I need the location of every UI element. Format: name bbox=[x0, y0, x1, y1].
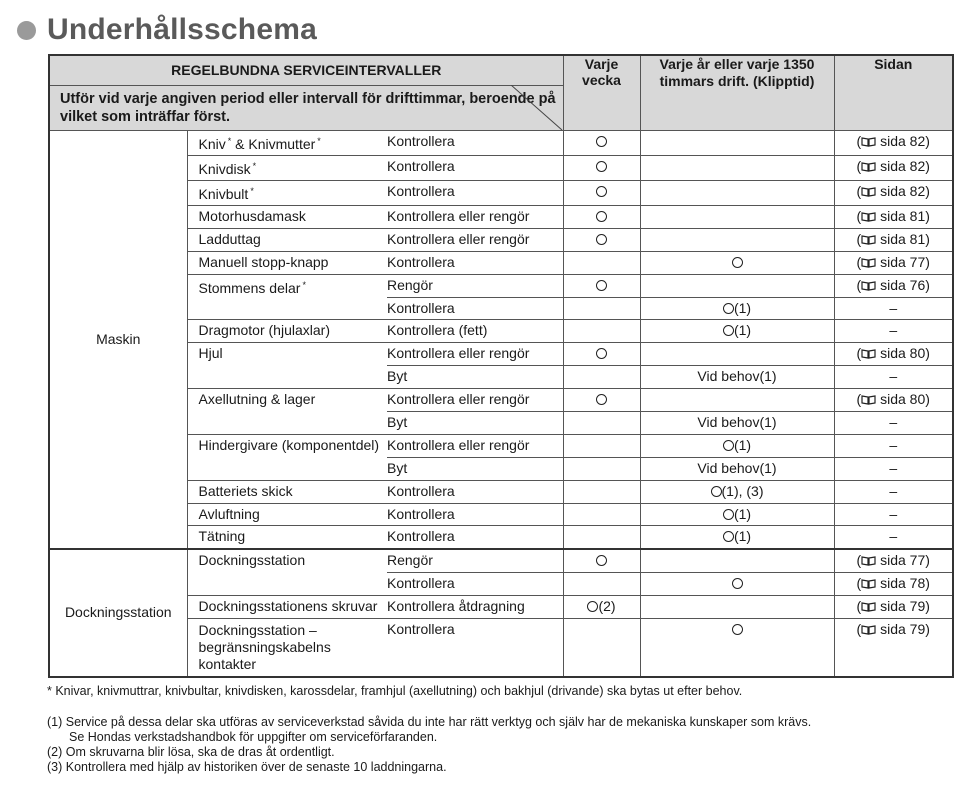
header-interval-cell bbox=[49, 55, 563, 131]
weekly-cell bbox=[563, 366, 640, 389]
page-ref-text: sida 82 bbox=[880, 183, 926, 199]
page-ref-cell: – bbox=[834, 526, 953, 549]
yearly-cell bbox=[640, 181, 834, 206]
page-ref-cell: ( sida 76) bbox=[834, 274, 953, 297]
action-cell: Kontrollera eller rengör bbox=[387, 434, 563, 457]
yearly-cell bbox=[640, 251, 834, 274]
item-name bbox=[187, 320, 387, 343]
table-row bbox=[49, 131, 953, 156]
header-year: Varje år eller varje 1350 timmars drift. (Klipptid) bbox=[640, 55, 834, 131]
page-ref-text: sida 80 bbox=[880, 345, 926, 362]
yearly-cell bbox=[640, 596, 834, 619]
item-star-mark: * bbox=[252, 161, 257, 171]
yearly-cell: Vid behov(1) bbox=[640, 366, 834, 389]
yearly-cell bbox=[640, 526, 834, 549]
item-name bbox=[187, 526, 387, 549]
weekly-cell bbox=[563, 526, 640, 549]
page-title: Underhållsschema bbox=[47, 13, 317, 46]
item-name-text: Ladduttag bbox=[198, 230, 261, 247]
item-name bbox=[187, 343, 387, 389]
footnote-1-line-2: Se Hondas verkstadshandbok för uppgifter om serviceförfaranden. bbox=[69, 730, 438, 744]
group-label-maskin: Maskin bbox=[49, 131, 187, 550]
book-icon bbox=[861, 601, 876, 612]
weekly-cell bbox=[563, 434, 640, 457]
yearly-cell bbox=[640, 206, 834, 229]
action-cell: Rengör bbox=[387, 274, 563, 297]
yearly-cell bbox=[640, 434, 834, 457]
circle-mark-icon bbox=[723, 509, 734, 520]
circle-mark-icon bbox=[723, 531, 734, 542]
weekly-cell bbox=[563, 343, 640, 366]
footnote-3: (3) Kontrollera med hjälp av historiken över de senaste 10 laddningarna. bbox=[47, 760, 447, 774]
weekly-cell bbox=[563, 228, 640, 251]
book-icon bbox=[861, 348, 876, 359]
page-ref-text: sida 77 bbox=[880, 552, 926, 569]
item-name-text: Hjul bbox=[198, 345, 223, 362]
circle-mark-icon bbox=[587, 601, 598, 612]
yearly-suffix: (1) bbox=[733, 299, 752, 316]
page-ref-text: sida 79 bbox=[880, 621, 926, 638]
item-name-text: Knivbult bbox=[198, 186, 249, 202]
weekly-cell bbox=[563, 457, 640, 480]
action-cell: Kontrollera bbox=[387, 131, 563, 156]
page-ref-cell: ( sida 82) bbox=[834, 156, 953, 181]
action-cell: Kontrollera bbox=[387, 251, 563, 274]
circle-mark-icon bbox=[596, 555, 607, 566]
book-icon bbox=[861, 555, 876, 566]
action-cell: Kontrollera bbox=[387, 480, 563, 503]
action-cell: Kontrollera bbox=[387, 156, 563, 181]
action-cell: Kontrollera bbox=[387, 573, 563, 596]
yearly-cell bbox=[640, 131, 834, 156]
page-ref-cell: – bbox=[834, 434, 953, 457]
weekly-cell bbox=[563, 503, 640, 526]
item-name-text: Avluftning bbox=[198, 505, 260, 522]
yearly-cell bbox=[640, 389, 834, 412]
item-name bbox=[187, 480, 387, 503]
page-ref-text: sida 81 bbox=[880, 230, 926, 247]
weekly-cell bbox=[563, 389, 640, 412]
weekly-cell bbox=[563, 412, 640, 435]
circle-mark-icon bbox=[596, 394, 607, 405]
item-name bbox=[187, 389, 387, 435]
weekly-cell bbox=[563, 181, 640, 206]
circle-mark-icon bbox=[732, 257, 743, 268]
item-name-text-2: & Knivmutter bbox=[231, 136, 316, 152]
yearly-cell bbox=[640, 549, 834, 572]
page-ref-cell: ( sida 81) bbox=[834, 228, 953, 251]
item-name-text: Hindergivare (komponentdel) bbox=[198, 436, 380, 453]
yearly-cell bbox=[640, 297, 834, 320]
page-ref-cell: ( sida 79) bbox=[834, 596, 953, 619]
item-name bbox=[187, 131, 387, 156]
book-icon bbox=[861, 280, 876, 291]
weekly-cell bbox=[563, 573, 640, 596]
circle-mark-icon bbox=[596, 234, 607, 245]
circle-mark-icon bbox=[723, 303, 734, 314]
page-ref-text: sida 77 bbox=[880, 253, 926, 270]
item-name-text: Motorhusdamask bbox=[198, 208, 306, 224]
header-page: Sidan bbox=[834, 55, 953, 131]
book-icon bbox=[861, 234, 876, 245]
action-cell: Kontrollera (fett) bbox=[387, 320, 563, 343]
item-name bbox=[187, 549, 387, 595]
header-week: Varje vecka bbox=[563, 55, 640, 131]
item-name-text: Manuell stopp-knapp bbox=[198, 253, 329, 270]
page-ref-text: sida 80 bbox=[880, 391, 926, 408]
action-cell: Byt bbox=[387, 457, 563, 480]
item-name-text: Dockningsstationens skruvar bbox=[198, 598, 378, 615]
yearly-cell bbox=[640, 619, 834, 677]
yearly-suffix: (1) bbox=[733, 528, 752, 545]
item-name-text: Dockningsstation – begränsningskabelns kontakter bbox=[198, 622, 331, 673]
weekly-cell bbox=[563, 549, 640, 572]
item-name bbox=[187, 434, 387, 480]
yearly-cell bbox=[640, 343, 834, 366]
page-ref-cell: – bbox=[834, 503, 953, 526]
yearly-cell bbox=[640, 156, 834, 181]
page-ref-cell: – bbox=[834, 297, 953, 320]
item-name-text: Dockningsstation bbox=[198, 552, 306, 569]
book-icon bbox=[861, 257, 876, 268]
yearly-cell bbox=[640, 320, 834, 343]
item-star-mark: * bbox=[250, 186, 254, 196]
item-name-text: Tätning bbox=[198, 528, 246, 545]
footnote-1 bbox=[47, 715, 811, 775]
page-ref-text: sida 78 bbox=[880, 575, 926, 592]
item-name bbox=[187, 274, 387, 320]
page-ref-text: sida 82 bbox=[880, 133, 926, 149]
item-name bbox=[187, 503, 387, 526]
action-cell: Kontrollera bbox=[387, 526, 563, 549]
circle-mark-icon bbox=[723, 440, 734, 451]
item-name-text: Dragmotor (hjulaxlar) bbox=[198, 322, 330, 339]
action-cell: Kontrollera eller rengör bbox=[387, 206, 563, 229]
item-star-mark: * bbox=[227, 136, 232, 146]
weekly-cell bbox=[563, 251, 640, 274]
item-name bbox=[187, 596, 387, 619]
book-icon bbox=[861, 578, 876, 589]
header-note: Utför vid varje angiven period eller intervall för drifttimmar, beroende på vilket som inträffar först. bbox=[60, 91, 556, 125]
weekly-cell bbox=[563, 596, 640, 619]
weekly-cell bbox=[563, 320, 640, 343]
yearly-suffix: (1) bbox=[733, 436, 752, 453]
item-name-text: Kniv bbox=[198, 136, 226, 152]
action-cell: Kontrollera bbox=[387, 297, 563, 320]
table-body bbox=[49, 131, 953, 677]
weekly-cell bbox=[563, 156, 640, 181]
table-row bbox=[49, 549, 953, 572]
weekly-cell bbox=[563, 131, 640, 156]
action-cell: Kontrollera bbox=[387, 181, 563, 206]
circle-mark-icon bbox=[596, 211, 607, 222]
page-ref-text: sida 81 bbox=[880, 208, 926, 224]
header-group-title: REGELBUNDNA SERVICEINTERVALLER bbox=[50, 56, 563, 86]
circle-bullet-icon bbox=[17, 21, 36, 40]
footnote-star: * Knivar, knivmuttrar, knivbultar, knivdisken, karossdelar, framhjul (axellutning) och bakhjul (drivande) ska bytas ut efter behov. bbox=[47, 684, 743, 698]
weekly-cell bbox=[563, 274, 640, 297]
yearly-suffix: (1), (3) bbox=[721, 482, 764, 499]
page-ref-cell: ( sida 77) bbox=[834, 251, 953, 274]
circle-mark-icon bbox=[596, 186, 607, 197]
page-ref-cell: ( sida 80) bbox=[834, 343, 953, 366]
action-cell: Kontrollera åtdragning bbox=[387, 596, 563, 619]
circle-mark-icon bbox=[596, 280, 607, 291]
item-name bbox=[187, 619, 387, 677]
circle-mark-icon bbox=[711, 486, 722, 497]
book-icon bbox=[861, 624, 876, 635]
book-icon bbox=[861, 186, 876, 197]
item-name bbox=[187, 251, 387, 274]
maintenance-table bbox=[48, 54, 954, 678]
item-star-mark-2: * bbox=[317, 136, 321, 146]
page-ref-cell: ( sida 82) bbox=[834, 181, 953, 206]
circle-mark-icon bbox=[723, 325, 734, 336]
action-cell: Kontrollera eller rengör bbox=[387, 343, 563, 366]
item-name-text: Axellutning & lager bbox=[198, 391, 316, 408]
page-ref-cell: – bbox=[834, 480, 953, 503]
book-icon bbox=[861, 161, 876, 172]
item-name-text: Stommens delar bbox=[198, 279, 301, 296]
yearly-suffix: (1) bbox=[733, 322, 752, 339]
book-icon bbox=[861, 394, 876, 405]
title-block bbox=[17, 10, 317, 50]
group-label-docking: Dockningsstation bbox=[49, 549, 187, 676]
footnote-2: (2) Om skruvarna blir lösa, ska de dras åt ordentligt. bbox=[47, 745, 335, 759]
weekly-cell bbox=[563, 619, 640, 677]
action-cell: Byt bbox=[387, 366, 563, 389]
page-ref-cell: – bbox=[834, 412, 953, 435]
yearly-cell: Vid behov(1) bbox=[640, 412, 834, 435]
page-ref-cell: ( sida 79) bbox=[834, 619, 953, 677]
weekly-suffix: (2) bbox=[598, 598, 616, 615]
page-ref-text: sida 79 bbox=[880, 598, 926, 615]
weekly-cell bbox=[563, 206, 640, 229]
page-ref-cell: – bbox=[834, 320, 953, 343]
page-ref-cell: – bbox=[834, 457, 953, 480]
yearly-cell: Vid behov(1) bbox=[640, 457, 834, 480]
yearly-cell bbox=[640, 480, 834, 503]
item-name bbox=[187, 228, 387, 251]
header-diagonal-line bbox=[511, 85, 563, 131]
circle-mark-icon bbox=[596, 161, 607, 172]
circle-mark-icon bbox=[732, 624, 743, 635]
book-icon bbox=[861, 136, 876, 147]
item-name bbox=[187, 206, 387, 229]
action-cell: Kontrollera bbox=[387, 619, 563, 677]
weekly-cell bbox=[563, 297, 640, 320]
action-cell: Rengör bbox=[387, 549, 563, 572]
item-name-text: Knivdisk bbox=[198, 161, 251, 177]
action-cell: Kontrollera eller rengör bbox=[387, 389, 563, 412]
weekly-cell bbox=[563, 480, 640, 503]
yearly-cell bbox=[640, 573, 834, 596]
action-cell: Kontrollera eller rengör bbox=[387, 228, 563, 251]
item-name bbox=[187, 181, 387, 206]
circle-mark-icon bbox=[732, 578, 743, 589]
page-ref-cell: ( sida 82) bbox=[834, 131, 953, 156]
circle-mark-icon bbox=[596, 136, 607, 147]
yearly-suffix: (1) bbox=[733, 505, 752, 522]
item-name-text: Batteriets skick bbox=[198, 482, 293, 499]
book-icon bbox=[861, 211, 876, 222]
page-ref-text: sida 82 bbox=[880, 158, 926, 174]
action-cell: Kontrollera bbox=[387, 503, 563, 526]
page-ref-cell: ( sida 81) bbox=[834, 206, 953, 229]
yearly-cell bbox=[640, 503, 834, 526]
yearly-cell bbox=[640, 274, 834, 297]
item-name bbox=[187, 156, 387, 181]
footnote-1-line-1: (1) Service på dessa delar ska utföras av serviceverkstad såvida du inte har rätt verktyg och själv har de mekaniska kunskaper som krävs. bbox=[47, 715, 812, 729]
item-star-mark: * bbox=[302, 279, 306, 290]
page-ref-cell: ( sida 80) bbox=[834, 389, 953, 412]
page-ref-cell: – bbox=[834, 366, 953, 389]
yearly-cell bbox=[640, 228, 834, 251]
action-cell: Byt bbox=[387, 412, 563, 435]
circle-mark-icon bbox=[596, 348, 607, 359]
page-ref-text: sida 76 bbox=[880, 276, 926, 293]
page-ref-cell: ( sida 78) bbox=[834, 573, 953, 596]
page-ref-cell: ( sida 77) bbox=[834, 549, 953, 572]
